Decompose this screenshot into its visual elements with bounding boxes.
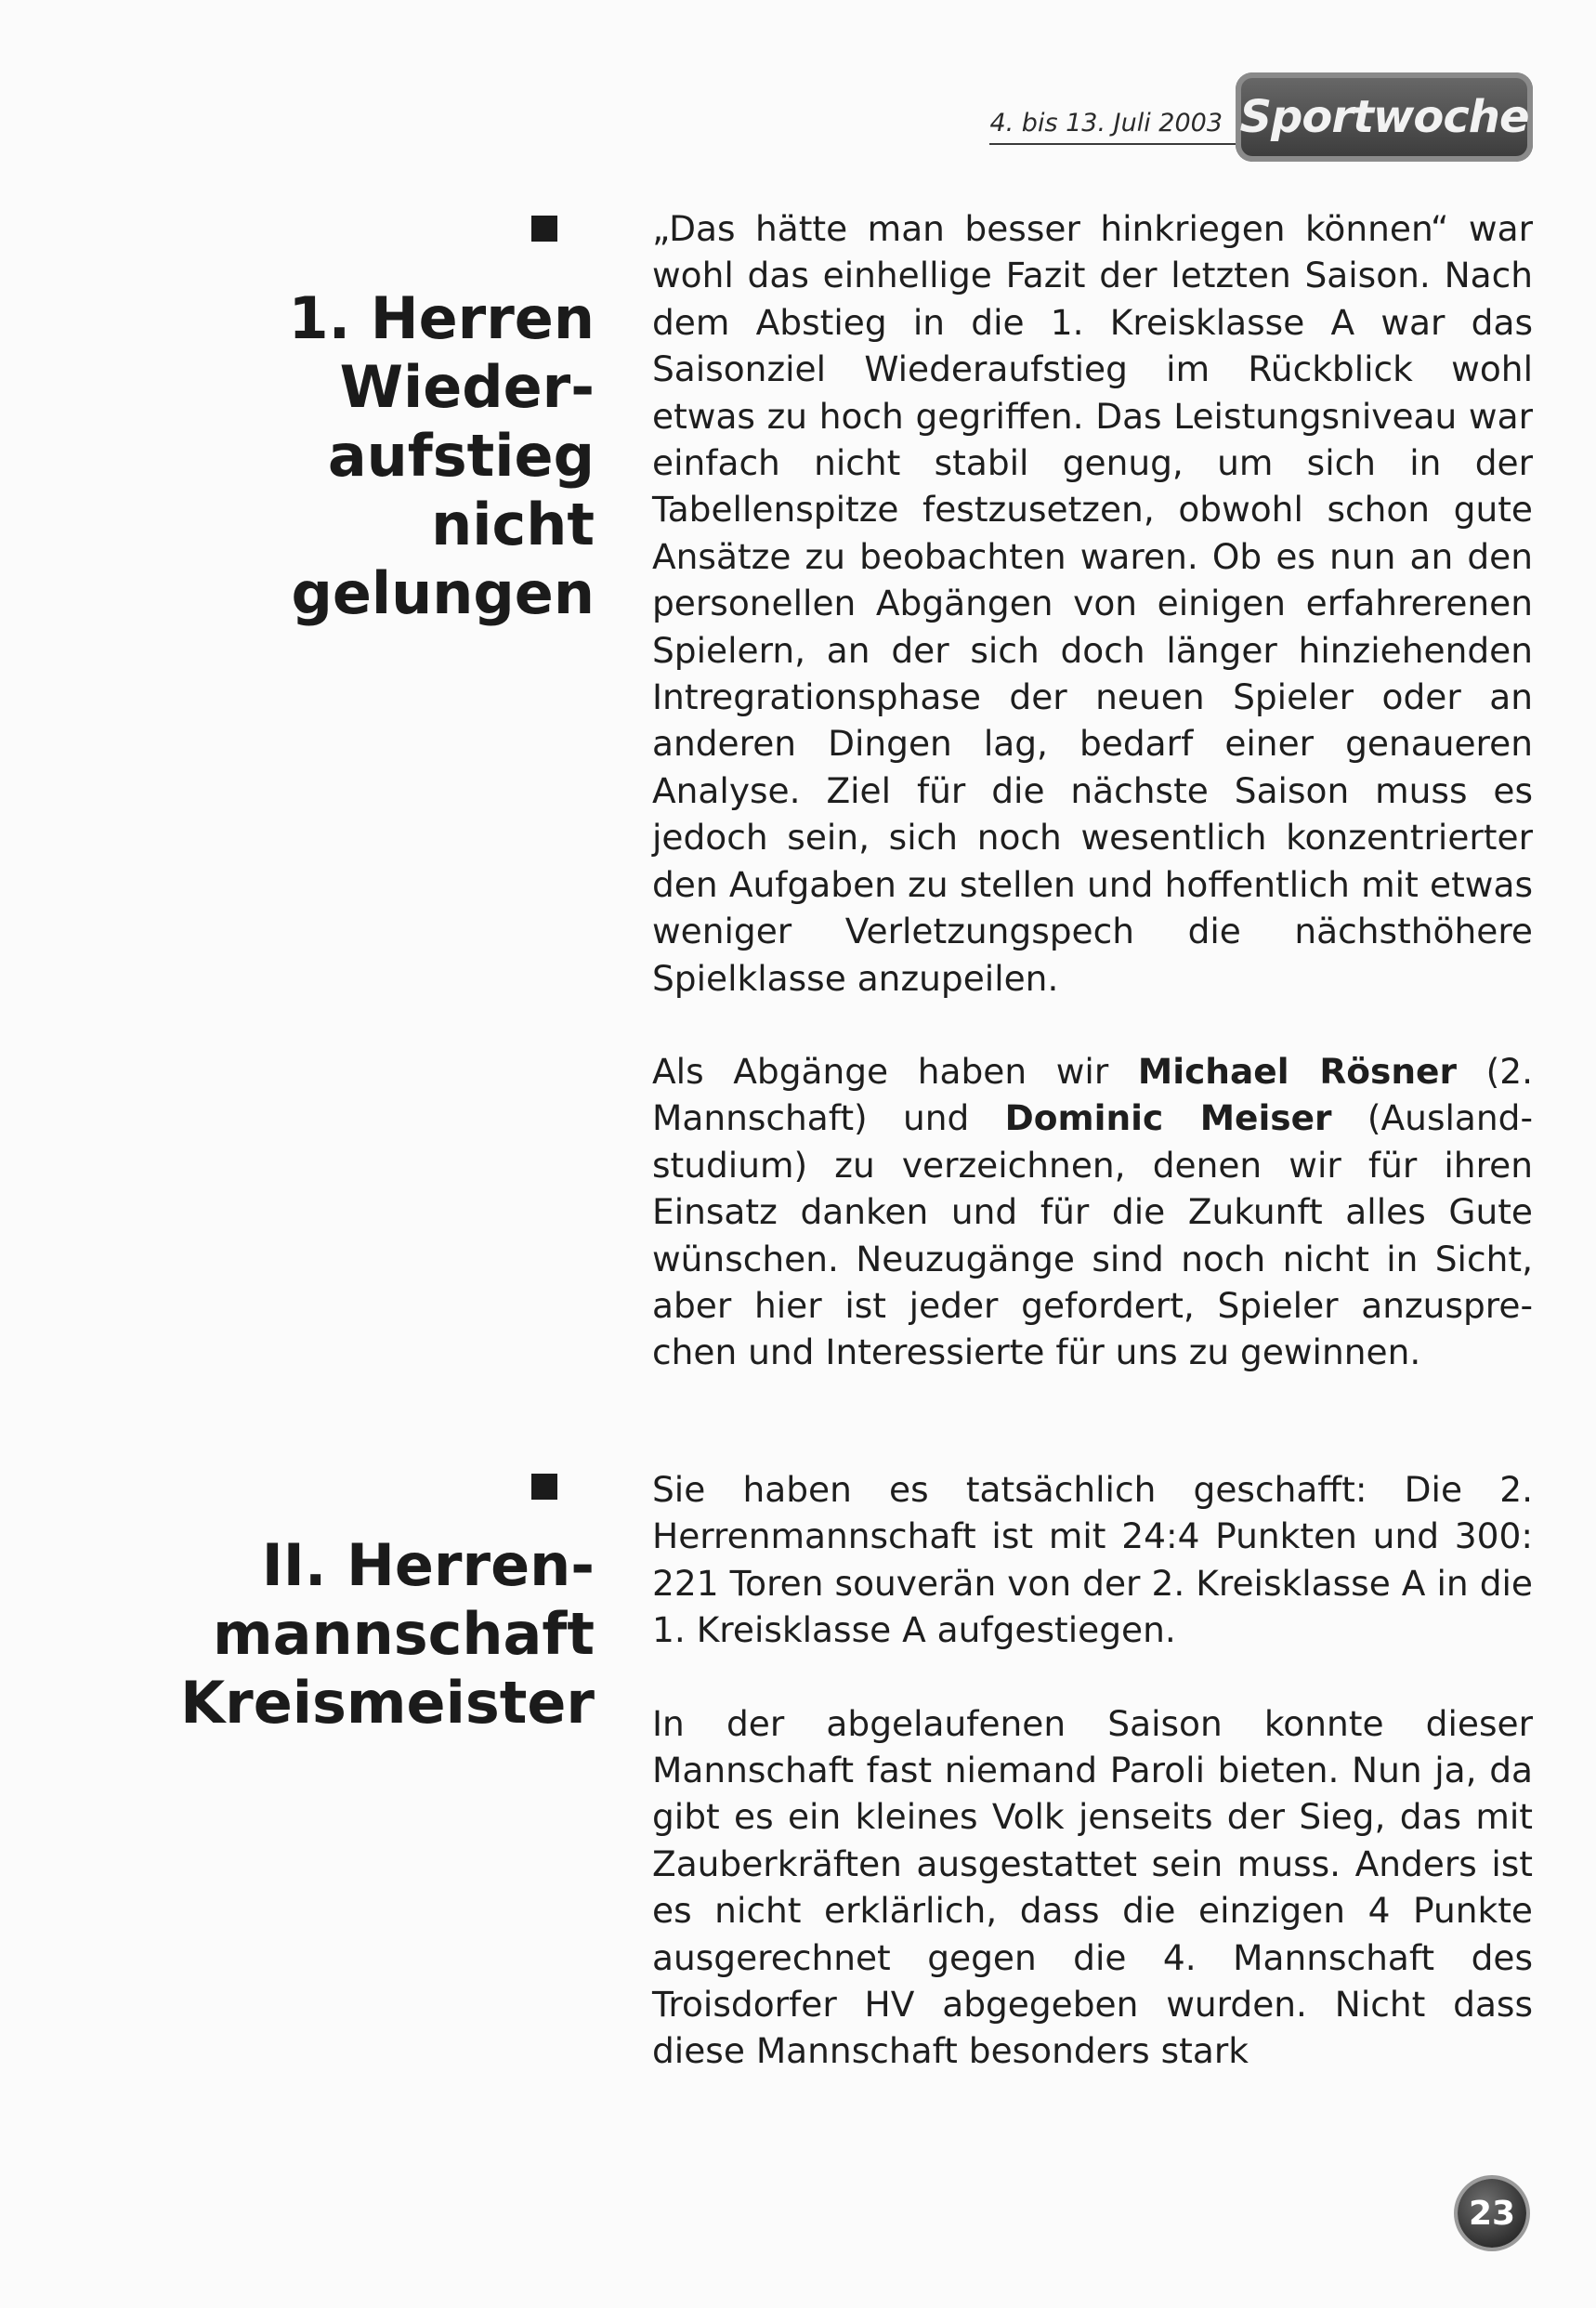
heading-line: 1. Herren: [288, 284, 595, 352]
player-name: Michael Rösner: [1137, 1050, 1457, 1092]
heading-line: Kreismeister: [180, 1669, 595, 1737]
page-number-badge: [1458, 2179, 1526, 2248]
heading-line: Wieder-: [339, 353, 595, 421]
player-name: Dominic Meiser: [1004, 1097, 1332, 1139]
body-paragraph-departures: [652, 1048, 1533, 1376]
body-paragraph: „Das hätte man besser hinkriegen können“ war wohl das einhellige Fazit der letzten Saison. Nach dem Abstieg in die 1. Kreisklasse A war das Saisonziel Wiederaufstieg im Rückblick wohl etwas zu hoch gegriffen. Das Leistungsniveau war einfach nicht stabil genug, um sich in der Tabellenspitze festzusetzen, obwohl schon gute Ansätze zu beobachten waren. Ob es nun an den personellen Abgängen von einigen erfahrerenen Spielern, an der sich doch länger hinziehenden Intregrationsphase der neuen Spieler oder an anderen Dingen lag, bedarf einer genaueren Analyse. Ziel für die nächste Saison muss es jedoch sein, sich noch wesentlich konzentrierter den Aufgaben zu stellen und hoffentlich mit etwas weniger Verletzungspech die nächsthöhere Spielklasse anzupeilen.: [652, 208, 1533, 999]
paragraph-text: (Auslandstudium) zu verzeichnen, denen wir für ihren Einsatz danken und für die Zukunft alles Gute wünschen. Neuzugänge sind noch nicht in Sicht, aber hier ist jeder gefordert, Spieler anzusprechen und Interessierte für uns zu gewinnen.: [652, 1097, 1533, 1373]
section-body: [652, 205, 1533, 1376]
heading-line: mannschaft: [213, 1600, 595, 1668]
heading-line: aufstieg: [327, 422, 595, 490]
section-bullet: [531, 1474, 557, 1500]
issue-date: 4. bis 13. Juli 2003: [989, 109, 1241, 145]
page-number: 23: [1468, 2194, 1516, 2233]
logo-text: Sportwoche: [1239, 91, 1529, 143]
section-heading: [180, 1531, 595, 1738]
paragraph-text: Als Abgänge haben wir: [652, 1050, 1138, 1092]
page-header: [989, 72, 1533, 162]
section-body: [652, 1466, 1533, 2075]
heading-line: II. Herren-: [261, 1531, 595, 1599]
section-heading-column: [288, 212, 595, 628]
section-bullet: [531, 216, 557, 242]
heading-line: nicht: [431, 491, 595, 558]
body-paragraph: Sie haben es tatsächlich geschafft: Die 2. Herrenmannschaft ist mit 24:4 Punkten und 300: 221 Toren souverän von der 2. Kreisklasse A in die 1. Kreisklasse A aufgestiegen.: [652, 1469, 1533, 1651]
heading-line: gelungen: [291, 559, 595, 627]
section-heading: [288, 284, 595, 628]
sportwoche-logo: [1236, 72, 1533, 162]
paragraph-text: (2. Mannschaft) und: [652, 1050, 1533, 1139]
section-heading-column: [180, 1468, 595, 1738]
body-paragraph: In der abgelaufenen Saison konnte dieser Mannschaft fast niemand Paroli bieten. Nun ja, da gibt es ein kleines Volk jenseits der Sieg, das mit Zauberkräften ausgestattet sein muss. Anders ist es nicht erklärlich, dass die einzigen 4 Punkte ausgerechnet gegen die 4. Mannschaft des Troisdorfer HV abgegeben wurden. Nicht dass diese Mannschaft besonders stark: [652, 1702, 1533, 2072]
